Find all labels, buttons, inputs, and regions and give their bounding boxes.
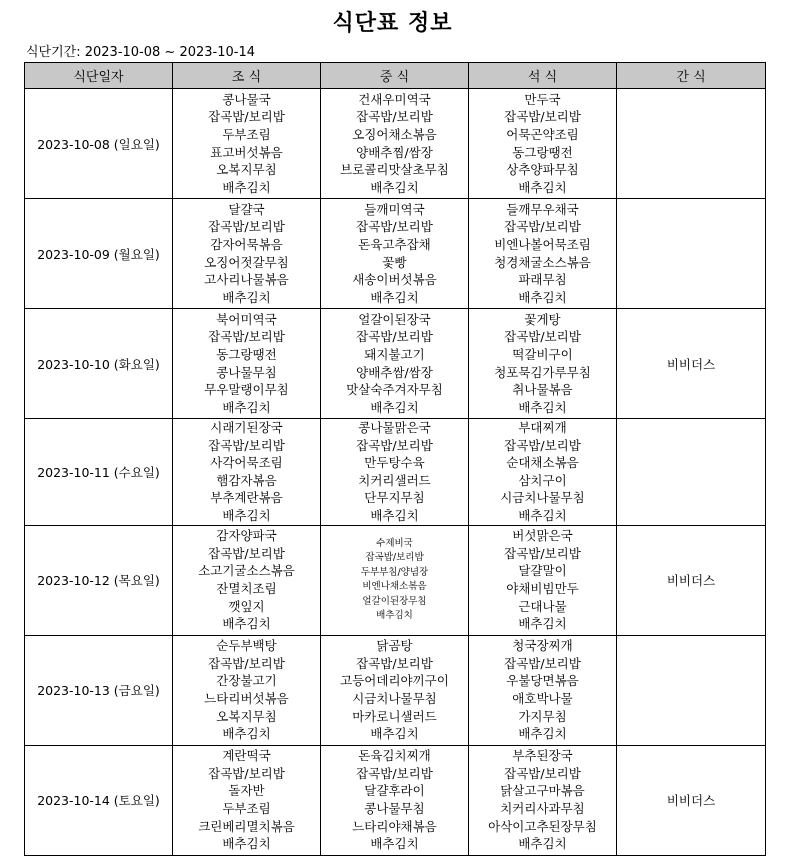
- menu-item: 청경채굴소스볶음: [494, 254, 591, 270]
- lunch-menu-list: [321, 637, 468, 743]
- menu-item: 양배추찜/쌈장: [356, 144, 433, 160]
- menu-item: 잡곡밥/보리밥: [208, 329, 285, 345]
- lunch-menu-list: [321, 419, 468, 525]
- menu-item: 사각어묵조림: [210, 455, 283, 471]
- menu-item: 잡곡밥/보리밥: [356, 109, 433, 125]
- menu-item: 잡곡밥/보리밥: [208, 437, 285, 453]
- meal-table: [24, 62, 766, 856]
- dinner-menu-list: [469, 201, 616, 307]
- table-header-row: [25, 63, 766, 89]
- menu-item: 배추김치: [518, 289, 567, 305]
- menu-item: 잡곡밥/보리밥: [208, 765, 285, 781]
- menu-item: 돌자반: [228, 783, 265, 799]
- menu-item: 잡곡밥/보리밥: [356, 329, 433, 345]
- header-lunch: 중 식: [321, 63, 469, 89]
- dinner-menu-list: [469, 311, 616, 417]
- dinner-cell: [469, 635, 617, 745]
- table-row: [25, 89, 766, 199]
- breakfast-menu-list: [173, 311, 320, 417]
- date-cell: 2023-10-11 (수요일): [25, 419, 173, 526]
- lunch-cell: [321, 635, 469, 745]
- breakfast-menu-list: [173, 201, 320, 307]
- menu-item: 두부부침/양념장: [360, 566, 429, 578]
- menu-item: 배추김치: [370, 507, 419, 523]
- menu-item: 배추김치: [222, 507, 271, 523]
- lunch-cell: [321, 745, 469, 855]
- table-row: [25, 525, 766, 635]
- menu-item: 치커리사과무침: [500, 801, 585, 817]
- menu-item: 잡곡밥/보리밥: [504, 765, 581, 781]
- menu-item: 배추김치: [370, 726, 419, 742]
- table-row: [25, 419, 766, 526]
- breakfast-menu-list: [173, 419, 320, 525]
- menu-item: 배추김치: [518, 836, 567, 852]
- date-cell: 2023-10-10 (화요일): [25, 309, 173, 419]
- menu-item: 시래기된장국: [210, 420, 283, 435]
- menu-item: 단무지무침: [364, 490, 425, 506]
- breakfast-cell: [173, 309, 321, 419]
- menu-item: 잡곡밥/보리밥: [504, 655, 581, 671]
- dinner-menu-list: [469, 91, 616, 197]
- menu-item: 순두부백탕: [216, 638, 277, 654]
- menu-item: 근대나물: [518, 598, 567, 614]
- menu-item: 콩나물국: [222, 91, 271, 107]
- menu-item: 배추김치: [518, 616, 567, 632]
- snack-cell: [617, 635, 766, 745]
- lunch-menu-list: [321, 747, 468, 853]
- menu-item: 감자양파국: [216, 528, 277, 544]
- breakfast-menu-list: [173, 91, 320, 197]
- menu-item: 치커리샐러드: [358, 472, 431, 488]
- lunch-cell: [321, 419, 469, 526]
- menu-item: 어묵곤약조림: [506, 126, 579, 142]
- menu-item: 수제비국: [376, 537, 413, 549]
- menu-item: 청국장찌개: [512, 638, 573, 654]
- lunch-menu-list: [321, 201, 468, 307]
- menu-item: 부대찌개: [518, 420, 567, 435]
- menu-item: 새송이버섯볶음: [352, 272, 437, 288]
- menu-item: 콩나물맑은국: [358, 420, 431, 435]
- menu-item: 잡곡밥/보리밥: [208, 655, 285, 671]
- menu-item: 잡곡밥/보리밥: [208, 109, 285, 125]
- menu-item: 간장불고기: [216, 673, 277, 689]
- snack-cell: 비비더스: [617, 745, 766, 855]
- date-cell: 2023-10-09 (월요일): [25, 199, 173, 309]
- menu-item: 들깨미역국: [364, 201, 425, 217]
- menu-item: 우불당면볶음: [506, 673, 579, 689]
- date-cell: 2023-10-14 (토요일): [25, 745, 173, 855]
- menu-item: 잡곡밥/보리밥: [356, 437, 433, 453]
- menu-item: 떡갈비구이: [512, 346, 573, 362]
- menu-item: 얼갈이된장무침: [362, 595, 427, 607]
- table-row: [25, 309, 766, 419]
- menu-item: 느타리버섯볶음: [204, 691, 289, 707]
- dinner-menu-list: [469, 419, 616, 525]
- table-row: [25, 745, 766, 855]
- menu-item: 맛살숙주겨자무침: [346, 382, 443, 398]
- menu-item: 얼갈이된장국: [358, 311, 431, 327]
- menu-item: 부추계란볶음: [210, 490, 283, 506]
- breakfast-menu-list: [173, 527, 320, 633]
- dinner-menu-list: [469, 527, 616, 633]
- menu-item: 잔멸치조림: [216, 581, 277, 597]
- menu-item: 배추김치: [518, 399, 567, 415]
- menu-item: 건새우미역국: [358, 91, 431, 107]
- menu-item: 시금치나물무침: [500, 490, 585, 506]
- menu-item: 오징어젓갈무침: [204, 254, 289, 270]
- lunch-menu-list: [321, 311, 468, 417]
- header-dinner: 석 식: [469, 63, 617, 89]
- menu-item: 들깨무우채국: [506, 201, 579, 217]
- menu-item: 감자어묵볶음: [210, 236, 283, 252]
- menu-item: 달걀후라이: [364, 783, 425, 799]
- menu-item: 청포묵김가루무침: [494, 364, 591, 380]
- menu-item: 닭살고구마볶음: [500, 783, 585, 799]
- menu-item: 표고버섯볶음: [210, 144, 283, 160]
- menu-item: 시금치나물무침: [352, 691, 437, 707]
- breakfast-cell: [173, 199, 321, 309]
- menu-item: 잡곡밥/보리밥: [504, 109, 581, 125]
- menu-item: 배추김치: [222, 179, 271, 195]
- meal-period: 식단기간: 2023-10-08 ~ 2023-10-14: [26, 45, 256, 60]
- menu-item: 브로콜리맛살초무침: [340, 162, 449, 178]
- breakfast-cell: [173, 89, 321, 199]
- menu-item: 비엔나채소볶음: [362, 581, 427, 593]
- snack-cell: 비비더스: [617, 525, 766, 635]
- lunch-cell: [321, 89, 469, 199]
- menu-item: 달걀국: [228, 201, 265, 217]
- dinner-cell: [469, 199, 617, 309]
- menu-item: 애호박나물: [512, 691, 573, 707]
- menu-item: 크린베리멸치볶음: [198, 818, 295, 834]
- menu-item: 마카로니샐러드: [352, 708, 437, 724]
- menu-item: 잡곡밥/보리밥: [356, 765, 433, 781]
- menu-item: 잡곡밥/보리밥: [208, 219, 285, 235]
- menu-item: 부추된장국: [512, 748, 573, 764]
- menu-item: 오복지무침: [216, 708, 277, 724]
- breakfast-cell: [173, 525, 321, 635]
- menu-item: 야채비빔만두: [506, 581, 579, 597]
- header-date: 식단일자: [25, 63, 173, 89]
- menu-item: 양배추쌈/쌈장: [356, 364, 433, 380]
- menu-item: 배추김치: [370, 399, 419, 415]
- lunch-cell: [321, 309, 469, 419]
- menu-item: 북어미역국: [216, 311, 277, 327]
- menu-item: 느타리야채볶음: [352, 818, 437, 834]
- snack-cell: [617, 199, 766, 309]
- table-body: [25, 89, 766, 856]
- menu-item: 오징어채소볶음: [352, 126, 437, 142]
- snack-cell: [617, 419, 766, 526]
- menu-item: 꽃게탕: [524, 311, 561, 327]
- header-breakfast: 조 식: [173, 63, 321, 89]
- menu-item: 꽃빵: [382, 254, 407, 270]
- menu-item: 배추김치: [222, 726, 271, 742]
- lunch-cell: [321, 525, 469, 635]
- breakfast-cell: [173, 745, 321, 855]
- dinner-cell: [469, 419, 617, 526]
- menu-item: 오복지무침: [216, 162, 277, 178]
- menu-item: 배추김치: [518, 179, 567, 195]
- dinner-menu-list: [469, 637, 616, 743]
- table-row: [25, 635, 766, 745]
- page-title: 식단표 정보: [332, 11, 453, 36]
- menu-item: 잡곡밥/보리밥: [504, 329, 581, 345]
- dinner-cell: [469, 525, 617, 635]
- menu-item: 고등어데리야끼구이: [340, 673, 449, 689]
- date-cell: 2023-10-12 (목요일): [25, 525, 173, 635]
- menu-item: 아삭이고추된장무침: [488, 818, 597, 834]
- menu-item: 배추김치: [370, 836, 419, 852]
- menu-item: 햄감자볶음: [216, 472, 277, 488]
- menu-item: 계란떡국: [222, 748, 271, 764]
- snack-cell: [617, 89, 766, 199]
- menu-item: 배추김치: [376, 610, 413, 622]
- menu-item: 동그랑땡전: [512, 144, 573, 160]
- menu-item: 잡곡밥/보리밥: [504, 545, 581, 561]
- menu-item: 돼지불고기: [364, 346, 425, 362]
- dinner-cell: [469, 309, 617, 419]
- menu-item: 두부조림: [222, 126, 271, 142]
- menu-item: 배추김치: [222, 836, 271, 852]
- menu-item: 배추김치: [518, 726, 567, 742]
- menu-item: 만두국: [524, 91, 561, 107]
- dinner-cell: [469, 89, 617, 199]
- menu-item: 콩나물무침: [216, 364, 277, 380]
- menu-item: 잡곡밥/보리밥: [356, 219, 433, 235]
- breakfast-menu-list: [173, 747, 320, 853]
- menu-item: 두부조림: [222, 801, 271, 817]
- breakfast-cell: [173, 419, 321, 526]
- menu-item: 파래무침: [518, 272, 567, 288]
- menu-item: 삼치구이: [518, 472, 567, 488]
- menu-item: 만두탕수육: [364, 455, 425, 471]
- menu-item: 돈육김치찌개: [358, 748, 431, 764]
- lunch-menu-list: [321, 537, 468, 624]
- menu-item: 콩나물무침: [364, 801, 425, 817]
- menu-item: 잡곡밥/보리밥: [504, 219, 581, 235]
- menu-item: 돈육고추잡채: [358, 236, 431, 252]
- menu-item: 배추김치: [370, 289, 419, 305]
- dinner-menu-list: [469, 747, 616, 853]
- header-snack: 간 식: [617, 63, 766, 89]
- menu-item: 깻잎지: [228, 598, 265, 614]
- breakfast-menu-list: [173, 637, 320, 743]
- menu-item: 배추김치: [370, 179, 419, 195]
- menu-item: 고사리나물볶음: [204, 272, 289, 288]
- menu-item: 버섯맑은국: [512, 528, 573, 544]
- menu-item: 배추김치: [222, 616, 271, 632]
- menu-item: 닭곰탕: [376, 638, 413, 654]
- menu-item: 배추김치: [222, 399, 271, 415]
- menu-item: 잡곡밥/보리밥: [504, 437, 581, 453]
- date-cell: 2023-10-13 (금요일): [25, 635, 173, 745]
- menu-item: 소고기굴소스볶음: [198, 563, 295, 579]
- menu-item: 무우말랭이무침: [204, 382, 289, 398]
- menu-item: 비엔나볼어묵조림: [494, 236, 591, 252]
- menu-item: 달걀말이: [518, 563, 567, 579]
- breakfast-cell: [173, 635, 321, 745]
- menu-item: 상추양파무침: [506, 162, 579, 178]
- menu-item: 배추김치: [222, 289, 271, 305]
- lunch-cell: [321, 199, 469, 309]
- date-cell: 2023-10-08 (일요일): [25, 89, 173, 199]
- menu-item: 동그랑땡전: [216, 346, 277, 362]
- menu-item: 취나물볶음: [512, 382, 573, 398]
- snack-cell: 비비더스: [617, 309, 766, 419]
- menu-item: 잡곡밥/보리밥: [356, 655, 433, 671]
- menu-item: 잡곡밥/보리밥: [365, 552, 424, 564]
- menu-item: 순대채소볶음: [506, 455, 579, 471]
- lunch-menu-list: [321, 91, 468, 197]
- dinner-cell: [469, 745, 617, 855]
- menu-item: 배추김치: [518, 507, 567, 523]
- table-row: [25, 199, 766, 309]
- menu-item: 가지무침: [518, 708, 567, 724]
- menu-item: 잡곡밥/보리밥: [208, 545, 285, 561]
